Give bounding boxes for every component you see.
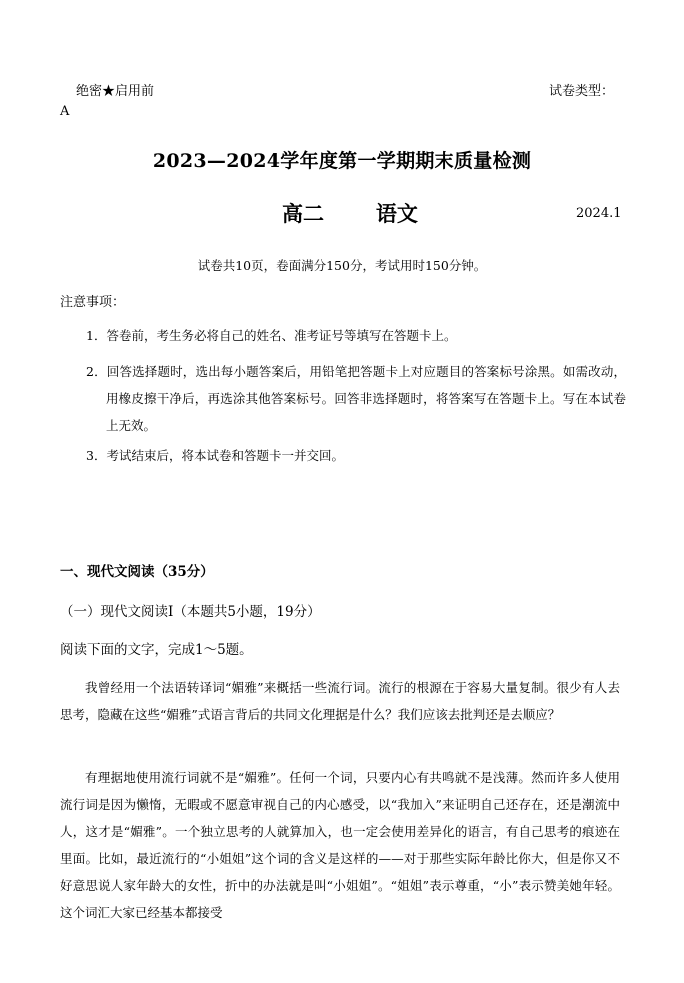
note-item-3: 3．考试结束后，将本试卷和答题卡一并交回。 [86,448,344,463]
confidential-label: 绝密★启用前 [76,84,155,99]
exam-date: 2024.1 [576,206,622,221]
passage-paragraph: 有理据地使用流行词就不是“媚雅”。任何一个词，只要内心有共鸣就不是浅薄。然而许多人使用流行词是因为懒惰，无暇或不愿意审视自己的内心感受，以“我加入”来证明自己还存在，还是潮流中人，这才是“媚雅”。一个独立思考的人就算加入，也一定会使用差异化的语言，有自己思考的痕迹在里面。比如，最近流行的“小姐姐”这个词的含义是这样的——对于那些实际年龄比你大，但是你又不好意思说人家年龄大的女性，折中的办法就是叫“小姐姐”。“姐姐”表示尊重，“小”表示赞美她年轻。这个词汇大家已经基本都接受 [60,770,620,920]
page-title: 2023—2024学年度第一学期期末质量检测 [152,150,532,172]
note-item-2: 2．回答选择题时，选出每小题答案后，用铅笔把答题卡上对应题目的答案标号涂黑。如需改动，用橡皮擦干净后，再选涂其他答案标号。回答非选择题时，将答案写在答题卡上。写在本试卷上无效。 [86,364,626,433]
paper-type-value: A [60,104,70,119]
exam-info: 试卷共10页，卷面满分150分，考试用时150分钟。 [197,258,487,273]
subject-title: 高二 语文 [282,201,418,226]
paper-type-label: 试卷类型： [549,84,615,99]
section-heading: 一、现代文阅读（35分） [60,564,214,580]
passage-paragraph: 我曾经用一个法语转译词“媚雅”来概括一些流行词。流行的根源在于容易大量复制。很少有人去思考，隐藏在这些“媚雅”式语言背后的共同文化理据是什么？我们应该去批判还是去顺应？ [60,680,620,722]
note-item-1: 1．答卷前，考生务必将自己的姓名、准考证号等填写在答题卡上。 [86,328,457,343]
reading-instruction: 阅读下面的文字，完成1～5题。 [60,642,253,658]
notes-heading: 注意事项： [60,295,126,310]
subsection-heading: （一）现代文阅读Ⅰ（本题共5小题，19分） [60,604,321,620]
